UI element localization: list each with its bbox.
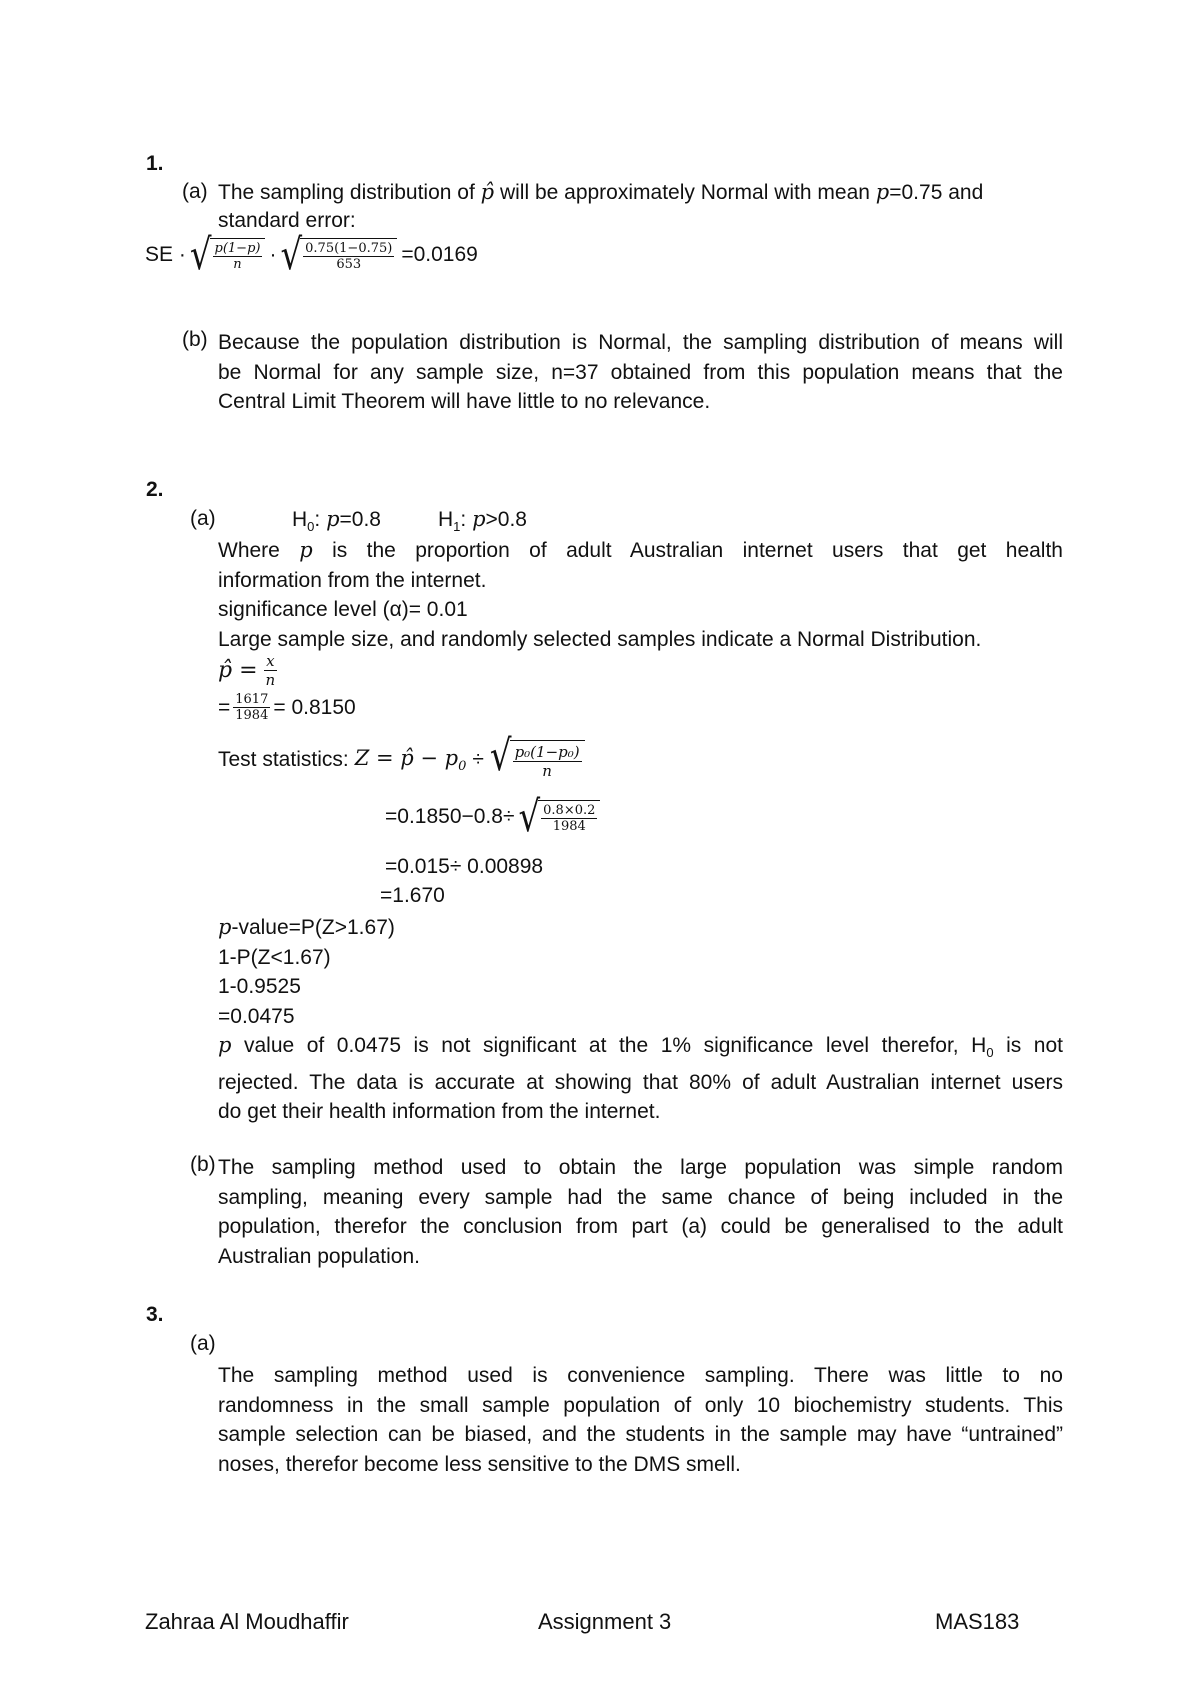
sqrt-symbol: √ $\frac{\text{p₀(1−p₀)}}{n}$: [490, 740, 585, 780]
sqrt-symbol: √ $\frac{0.8\times 0.2}{1984}$: [518, 800, 600, 834]
q2-part-b-label: (b): [190, 1153, 216, 1176]
alternative-hypothesis: $H_1$: p>0.8: [438, 507, 527, 535]
q2-where-text: Where p is the proportion of adult Australian internet users that get health information from the internet. significance level (α)= 0.01 Large sample size, and randomly selected samples indicate a Normal Distribution.: [218, 538, 1063, 651]
sqrt-symbol: √ $\frac{p(1-p)}{n}$: [190, 238, 266, 272]
question-3-number: 3.: [146, 1303, 164, 1326]
p-hat-definition: p̂ = $\frac{x}{n}$: [218, 652, 276, 689]
question-1-number: 1.: [146, 152, 164, 175]
q1-part-a-line2: standard error:: [218, 209, 356, 232]
q2-part-b-text: The sampling method used to obtain the large population was simple random sampling, meaning every sample had the same chance of being included in the population, therefor the conclusion from part (a) could be generalised to the adult Australian population.: [218, 1156, 1063, 1268]
null-hypothesis: $H_0$: p=0.8: [292, 507, 381, 535]
se-label: SE ·: [145, 243, 186, 266]
q1-part-b-text: Because the population distribution is Normal, the sampling distribution of means will be Normal for any sample size, n=37 obtained from this population means that the Central Limit Theorem will have little to no relevance.: [218, 331, 1063, 413]
p-hat-symbol: p̂: [480, 180, 495, 204]
footer-course: MAS183: [935, 1609, 1020, 1634]
q1-part-a-line1: The sampling distribution of p̂ will be approximately Normal with mean p=0.75 and: [218, 180, 984, 204]
test-statistic-step1: =0.1850−0.8÷ √ $\frac{0.8\times 0.2}{1984}$: [385, 800, 600, 834]
p-hat-calculation: = $\frac{1617}{1984}$ = 0.8150: [218, 692, 356, 723]
test-statistic-step3: =1.670: [380, 884, 445, 907]
test-statistic-formula: Test statistics: Z = p̂ − $p_0$ ÷ √ $\frac{\text{p₀(1−p₀)}}{n}$: [218, 740, 585, 780]
q1-part-a-label: (a): [182, 180, 208, 203]
q1-part-b-label: (b): [182, 328, 208, 351]
question-2-number: 2.: [146, 478, 164, 501]
standard-error-formula: SE · √ $\frac{p(1-p)}{n}$ · √ $\frac{0.75(1-0.75)}{653}$ =0.0169: [145, 230, 478, 280]
footer-author: Zahraa Al Moudhaffir: [145, 1609, 349, 1634]
footer-assignment: Assignment 3: [538, 1609, 672, 1634]
q3-part-a-label: (a): [190, 1332, 216, 1355]
se-result: =0.0169: [401, 243, 478, 266]
q2-part-a-label: (a): [190, 507, 216, 530]
p-value-calculation: p-value=P(Z>1.67) 1-P(Z<1.67) 1-0.9525 =0.0475 p value of 0.0475 is not significant at the 1% significance level therefor, $H_0$ is not rejected. The data is accurate at showing that 80% of adult Australian internet users do get their health information from the internet.: [218, 915, 1063, 1124]
sqrt-symbol: √ $\frac{0.75(1-0.75)}{653}$: [280, 238, 397, 272]
q3-part-a-text: The sampling method used is convenience sampling. There was little to no randomness in the small sample population of only 10 biochemistry students. This sample selection can be biased, and the students in the sample may have “untrained” noses, therefor become less sensitive to the DMS smell.: [218, 1364, 1063, 1476]
test-statistic-step2: =0.015÷ 0.00898: [385, 855, 544, 878]
significance-level: significance level (α)= 0.01: [218, 598, 468, 621]
